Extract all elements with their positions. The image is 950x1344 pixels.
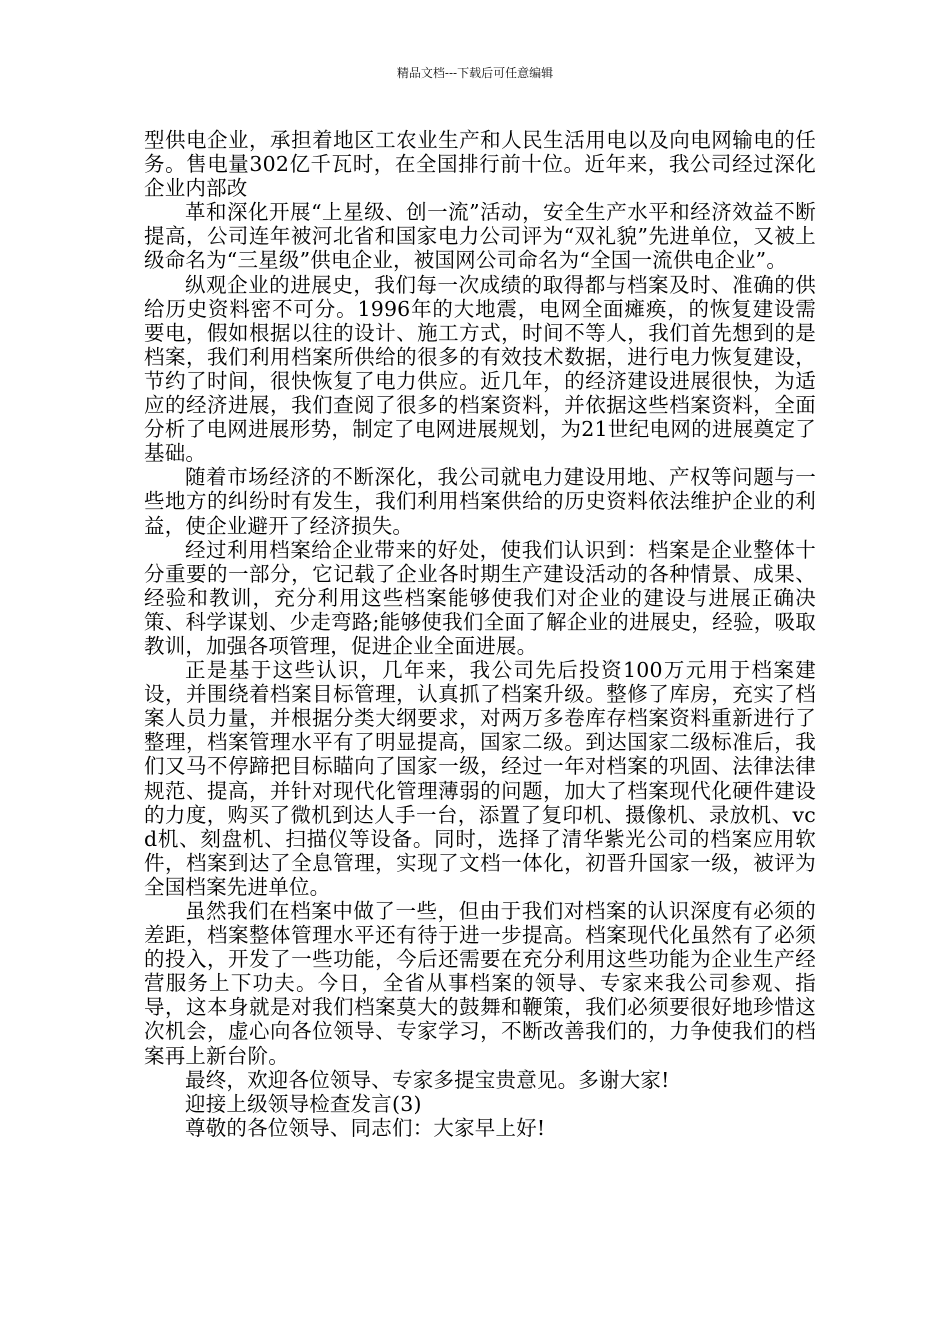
body-paragraph-5: 经过利用档案给企业带来的好处，使我们认识到：档案是企业整体十分重要的一部分，它记载了企业各时期生产建设活动的各种情景、成果、经验和教训，充分利用这些档案能够使我们对企业的建设与进展正确决策、科学谋划、少走弯路;能够使我们全面了解企业的进展史，经验，吸取教训，加强各项管理，促进企业全面进展。 — [144, 537, 816, 658]
body-paragraph-3: 纵观企业的进展史，我们每一次成绩的取得都与档案及时、准确的供给历史资料密不可分。1996年的大地震，电网全面瘫痪，的恢复建设需要电，假如根据以往的设计、施工方式，时间不等人，我们首先想到的是档案，我们利用档案所供给的很多的有效技术数据，进行电力恢复建设，节约了时间，很快恢复了电力供应。近几年，的经济建设进展很快，为适应的经济进展，我们查阅了很多的档案资料，并依据这些档案资料，全面分析了电网进展形势，制定了电网进展规划，为21世纪电网的进展奠定了基础。 — [144, 272, 816, 466]
section-heading: 迎接上级领导检查发言(3) — [185, 1091, 422, 1116]
body-paragraph-1: 型供电企业，承担着地区工农业生产和人民生活用电以及向电网输电的任务。售电量302亿千瓦时，在全国排行前十位。近年来，我公司经过深化企业内部改 — [144, 128, 816, 201]
salutation-line: 尊敬的各位领导、同志们：大家早上好! — [185, 1115, 546, 1140]
body-paragraph-2: 革和深化开展“上星级、创一流”活动，安全生产水平和经济效益不断提高，公司连年被河北省和国家电力公司评为“双礼貌”先进单位，又被上级命名为“三星级”供电企业，被国网公司命名为“全国一流供电企业”。 — [144, 200, 816, 273]
page-header: 精品文档---下载后可任意编辑 — [396, 66, 554, 80]
document-body — [144, 128, 816, 1140]
body-paragraph-4: 随着市场经济的不断深化，我公司就电力建设用地、产权等问题与一些地方的纠纷时有发生，我们利用档案供给的历史资料依法维护企业的利益，使企业避开了经济损失。 — [144, 465, 816, 538]
body-paragraph-8: 最终，欢迎各位领导、专家多提宝贵意见。多谢大家! — [185, 1067, 670, 1092]
body-paragraph-7: 虽然我们在档案中做了一些，但由于我们对档案的认识深度有必须的差距，档案整体管理水平还有待于进一步提高。档案现代化虽然有了必须的投入，开发了一些功能，今后还需要在充分利用这些功能为企业生产经营服务上下功夫。今日，全省从事档案的领导、专家来我公司参观、指导，这本身就是对我们档案莫大的鼓舞和鞭策，我们必须要很好地珍惜这次机会，虚心向各位领导、专家学习，不断改善我们的，力争使我们的档案再上新台阶。 — [144, 899, 816, 1068]
body-paragraph-6: 正是基于这些认识，几年来，我公司先后投资100万元用于档案建设，并围绕着档案目标管理，认真抓了档案升级。整修了库房，充实了档案人员力量，并根据分类大纲要求，对两万多卷库存档案资料重新进行了整理，档案管理水平有了明显提高，国家二级。到达国家二级标准后，我们又马不停蹄把目标瞄向了国家一级，经过一年对档案的巩固、法律法律规范、提高，并针对现代化管理薄弱的问题，加大了档案现代化硬件建设的力度，购买了微机到达人手一台，添置了复印机、摄像机、录放机、vcd机、刻盘机、扫描仪等设备。同时，选择了清华紫光公司的档案应用软件，档案到达了全息管理，实现了文档一体化，初晋升国家一级，被评为全国档案先进单位。 — [144, 658, 816, 899]
